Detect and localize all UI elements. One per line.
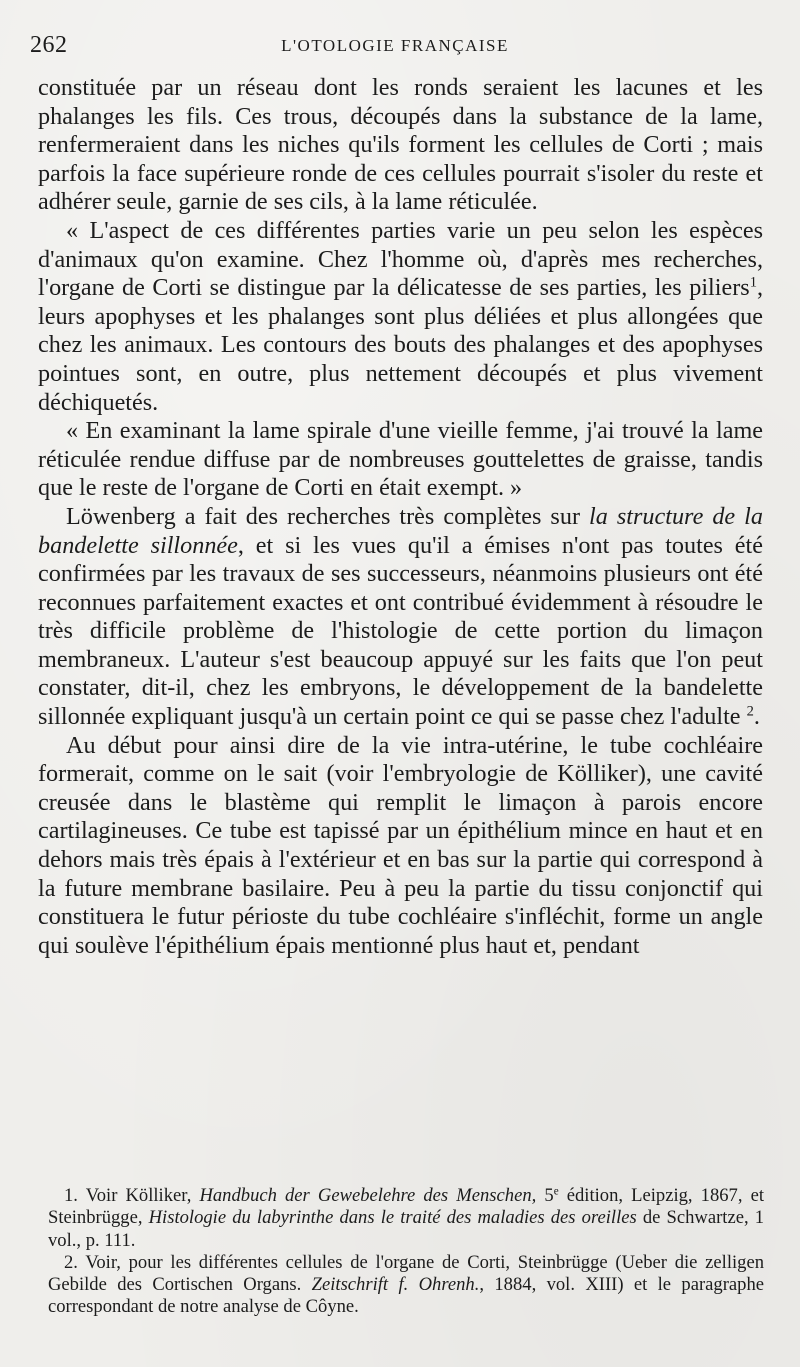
- footnote: [48, 1185, 764, 1252]
- italic-text: la structure de la bandelette sillonnée: [38, 502, 763, 559]
- body-text: [38, 74, 763, 960]
- footnote-marker: 1: [749, 274, 757, 291]
- text-segment: de Schwartze, 1 vol., p. 111.: [48, 1207, 765, 1251]
- text-segment: « L'aspect de ces différentes parties varie un peu selon les espèces d'animaux qu'on examine. Chez l'homme où, d'après mes recherches, l'organe de Corti se distingue par la délicatesse de ses parties, les piliers: [38, 216, 763, 302]
- italic-text: Zeitschrift f. Ohrenh.: [311, 1274, 480, 1296]
- italic-text: Handbuch der Gewebelehre des Menschen,: [199, 1185, 537, 1206]
- paragraph: [38, 74, 763, 217]
- text-segment: , leurs apophyses et les phalanges sont plus déliées et plus allongées que chez les animaux. Les contours des bouts des phalanges et des apophyses pointues sont, en outre, plus nettement découpés et plus vivement déchiquetés.: [38, 274, 763, 416]
- paragraph: [38, 732, 763, 961]
- text-segment: , 1884, vol. XIII) et le paragraphe correspondant de notre analyse de Côyne.: [48, 1274, 764, 1318]
- text-segment: 2. Voir, pour les différentes cellules de l'organe de Corti, Steinbrügge (Ueber die zelligen Gebilde des Cortischen Organs.: [48, 1251, 764, 1296]
- text-segment: « En examinant la lame spirale d'une vieille femme, j'ai trouvé la lame réticulée rendue diffuse par de nombreuses gouttelettes de graisse, tandis que le reste de l'organe de Corti en était exempt. »: [38, 417, 763, 502]
- text-segment: constituée par un réseau dont les ronds seraient les lacunes et les phalanges les fils. Ces trous, découpés dans la substance de la lame, renfermeraient dans les niches qu'ils forment les cellules de Corti ; mais parfois la face supérieure ronde de ces cellules pourrait s'isoler du reste et adhérer seule, garnie de ses cils, à la lame réticulée.: [38, 74, 763, 216]
- page-header: [30, 28, 760, 64]
- footnote-marker: 2: [746, 703, 754, 720]
- paragraph: [38, 503, 763, 732]
- paragraph: [38, 217, 763, 417]
- text-segment: Löwenberg a fait des recherches très complètes sur: [66, 502, 590, 530]
- italic-text: Histologie du labyrinthe dans le traité des maladies des oreilles: [148, 1207, 637, 1229]
- paragraph: [38, 417, 763, 503]
- footnote-marker: e: [553, 1185, 559, 1198]
- text-segment: .: [753, 703, 760, 731]
- text-segment: édition, Leipzig, 1867, et Steinbrügge,: [48, 1185, 764, 1229]
- text-segment: 1. Voir Kölliker,: [64, 1185, 200, 1206]
- text-segment: Au début pour ainsi dire de la vie intra-utérine, le tube cochléaire formerait, comme on le sait (voir l'embryologie de Kölliker), une cavité creusée dans le blastème qui remplit le limaçon à parois encore cartilagineuses. Ce tube est tapissé par un épithélium mince en haut et en dehors mais très épais à l'extérieur et en bas sur la partie qui correspond à la future membrane basilaire. Peu à peu la partie du tissu conjonctif qui constituera le futur périoste du tube cochléaire s'infléchit, forme un angle qui soulève l'épithélium épais mentionné plus haut et, pendant: [38, 731, 763, 959]
- footnotes: [48, 1185, 764, 1319]
- page-number: 262: [30, 32, 68, 58]
- running-head: L'OTOLOGIE FRANÇAISE: [281, 36, 509, 55]
- footnote: [48, 1252, 764, 1319]
- text-segment: 5: [536, 1185, 554, 1206]
- text-segment: , et si les vues qu'il a émises n'ont pas toutes été confirmées par les travaux de ses successeurs, néanmoins plusieurs ont été reconnues parfaitement exactes et ont contribué évidemment à résoudre le très difficile problème de l'histologie de cette portion du limaçon membraneux. L'auteur s'est beaucoup appuyé sur les faits que l'on peut constater, dit-il, chez les embryons, le développement de la bandelette sillonnée expliquant jusqu'à un certain point ce qui se passe chez l'adulte: [38, 531, 763, 731]
